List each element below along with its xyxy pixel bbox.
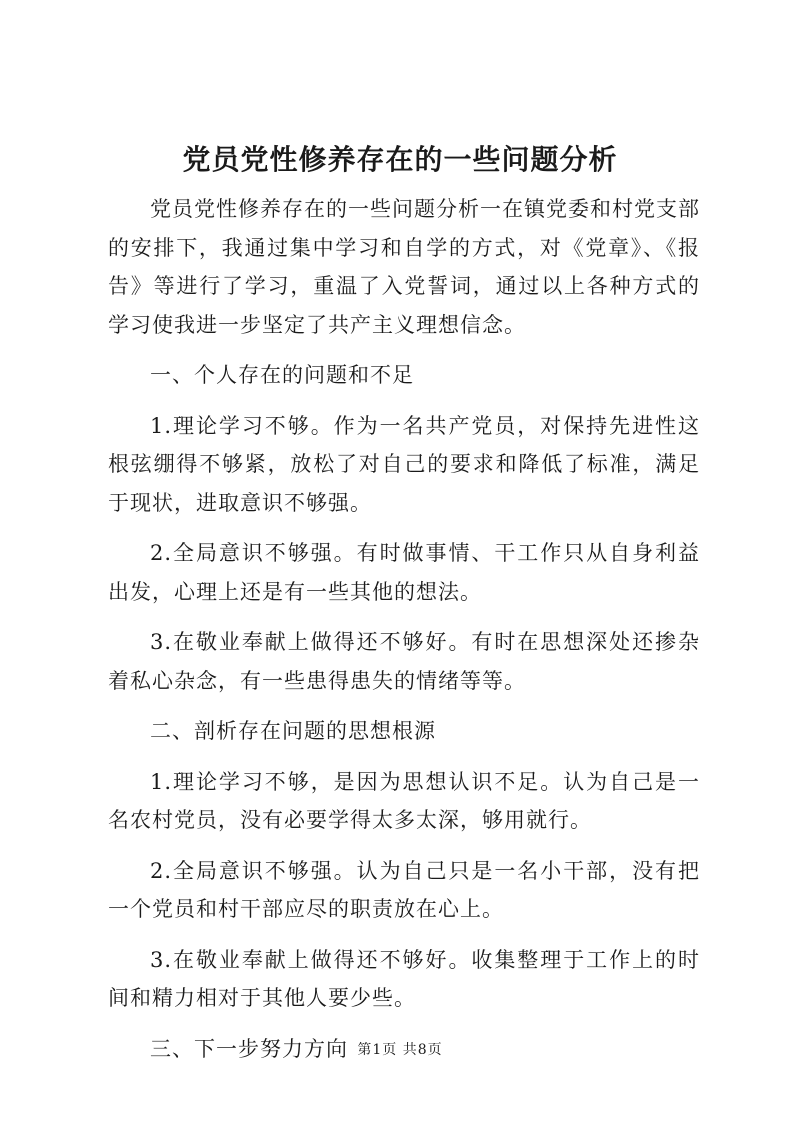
section-heading-problems: 一、个人存在的问题和不足	[150, 363, 414, 387]
intro-paragraph: 党员党性修养存在的一些问题分析一在镇党委和村党支部的安排下，我通过集中学习和自学的方式，对《党章》、《报告》等进行了学习，重温了入党誓词，通过以上各种方式的学习使我进一步坚定了共产主义理想信念。	[108, 197, 700, 337]
page-title: 党员党性修养存在的一些问题分析	[182, 143, 618, 176]
cause-item-2: 2.全局意识不够强。认为自己只是一名小干部，没有把一个党员和村干部应尽的职责放在心上。	[108, 858, 700, 921]
cause-item-3: 3.在敬业奉献上做得还不够好。收集整理于工作上的时间和精力相对于其他人要少些。	[108, 947, 700, 1010]
cause-item-1: 1.理论学习不够，是因为思想认识不足。认为自己是一名农村党员，没有必要学得太多太深，够用就行。	[108, 769, 700, 832]
section-heading-next-steps: 三、下一步努力方向	[150, 1036, 348, 1061]
section-heading-root-causes: 二、剖析存在问题的思想根源	[150, 719, 436, 743]
document-body	[108, 190, 700, 1068]
problem-item-3: 3.在敬业奉献上做得还不够好。有时在思想深处还掺杂着私心杂念，有一些患得患失的情绪等等。	[108, 630, 700, 693]
page-footer	[0, 1040, 800, 1060]
problem-item-1: 1.理论学习不够。作为一名共产党员，对保持先进性这根弦绷得不够紧，放松了对自己的要求和降低了标准，满足于现状，进取意识不够强。	[108, 413, 700, 515]
problem-item-2: 2.全局意识不够强。有时做事情、干工作只从自身利益出发，心理上还是有一些其他的想法。	[108, 541, 700, 604]
page-number-indicator: 第1页 共8页	[357, 1042, 443, 1058]
